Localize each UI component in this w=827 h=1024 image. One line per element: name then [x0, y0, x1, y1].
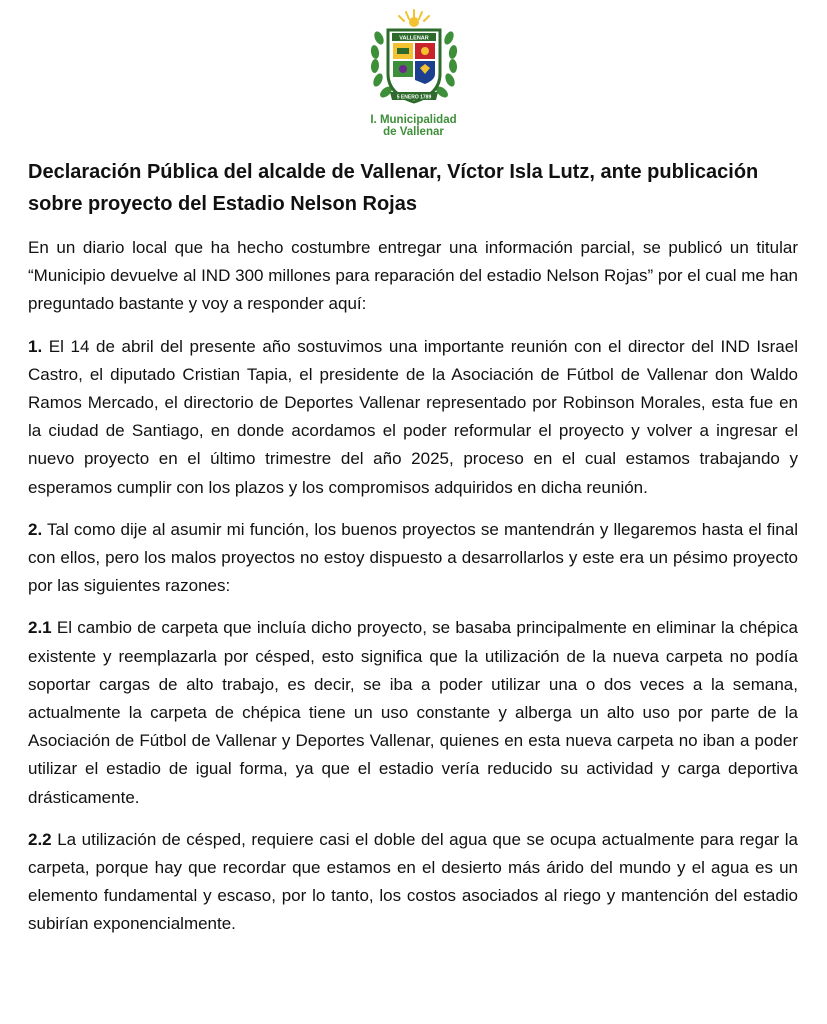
point-text: El 14 de abril del presente año sostuvimos una importante reunión con el director del IND Israel Castro, el diputado Cristian Tapia, el presidente de la Asociación de Fútbol de Vallenar don Waldo Ramos Mercado, el directorio de Deportes Vallenar representado por Robinson Morales, esta fue en la ciudad de Santiago, en donde acordamos el poder reformular el proyecto y volver a ingresar el nuevo proyecto en el último trimestre del año 2025, proceso en el cual estamos trabajando y esperamos cumplir con los plazos y los compromisos adquiridos en dicha reunión.	[28, 336, 798, 497]
point-number: 2.	[28, 519, 43, 539]
sun-icon	[409, 17, 419, 27]
point-2-2-paragraph	[28, 826, 798, 939]
point-2-paragraph	[28, 516, 798, 601]
logo-text: VALLENAR	[398, 35, 429, 42]
point-text: El cambio de carpeta que incluía dicho proyecto, se basaba principalmente en eliminar la chépica existente y reemplazarla por césped, esto significa que la utilización de la nueva carpeta no podía soportar cargas de alto trabajo, es decir, se iba a poder utilizar una o dos veces a la semana, actualmente la carpeta de chépica tiene un uso constante y alberga un alto uso por parte de la Asociación de Fútbol de Vallenar y Deportes Vallenar, quienes en esta nueva carpeta no iban a poder utilizar el estadio de igual forma, ya que el estadio vería reducido su actividad y carga deportiva drásticamente.	[28, 618, 798, 807]
point-1-paragraph	[28, 333, 798, 502]
municipality-name-line2: de Vallenar	[383, 126, 444, 138]
municipal-coat-of-arms-logo	[366, 8, 462, 112]
intro-paragraph: En un diario local que ha hecho costumbre entregar una información parcial, se publicó un titular “Municipio devuelve al IND 300 millones para reparación del estadio Nelson Rojas” por el cual me han preguntado bastante y voy a responder aquí:	[28, 238, 798, 314]
municipality-name	[370, 114, 456, 138]
point-number: 2.2	[28, 829, 52, 849]
point-number: 1.	[28, 336, 43, 356]
logo-date: 5 ENERO 1789	[396, 94, 431, 101]
municipality-name-line1: I. Municipalidad	[370, 114, 457, 126]
point-text: La utilización de césped, requiere casi el doble del agua que se ocupa actualmente para regar la carpeta, porque hay que recordar que estamos en el desierto más árido del mundo y el agua es un elemento fundamental y escaso, por lo tanto, los costos asociados al riego y mantención del estadio subirían exponencialmente.	[28, 829, 798, 934]
document-body	[28, 156, 798, 953]
point-number: 2.1	[28, 618, 52, 638]
point-2-1-paragraph	[28, 614, 798, 811]
letterhead	[0, 8, 827, 140]
document-title: Declaración Pública del alcalde de Vallenar, Víctor Isla Lutz, ante publicación sobre proyecto del Estadio Nelson Rojas	[28, 161, 759, 215]
point-text: Tal como dije al asumir mi función, los buenos proyectos se mantendrán y llegaremos hasta el final con ellos, pero los malos proyectos no estoy dispuesto a desarrollarlos y este era un pésimo proyecto por las siguientes razones:	[28, 519, 798, 596]
